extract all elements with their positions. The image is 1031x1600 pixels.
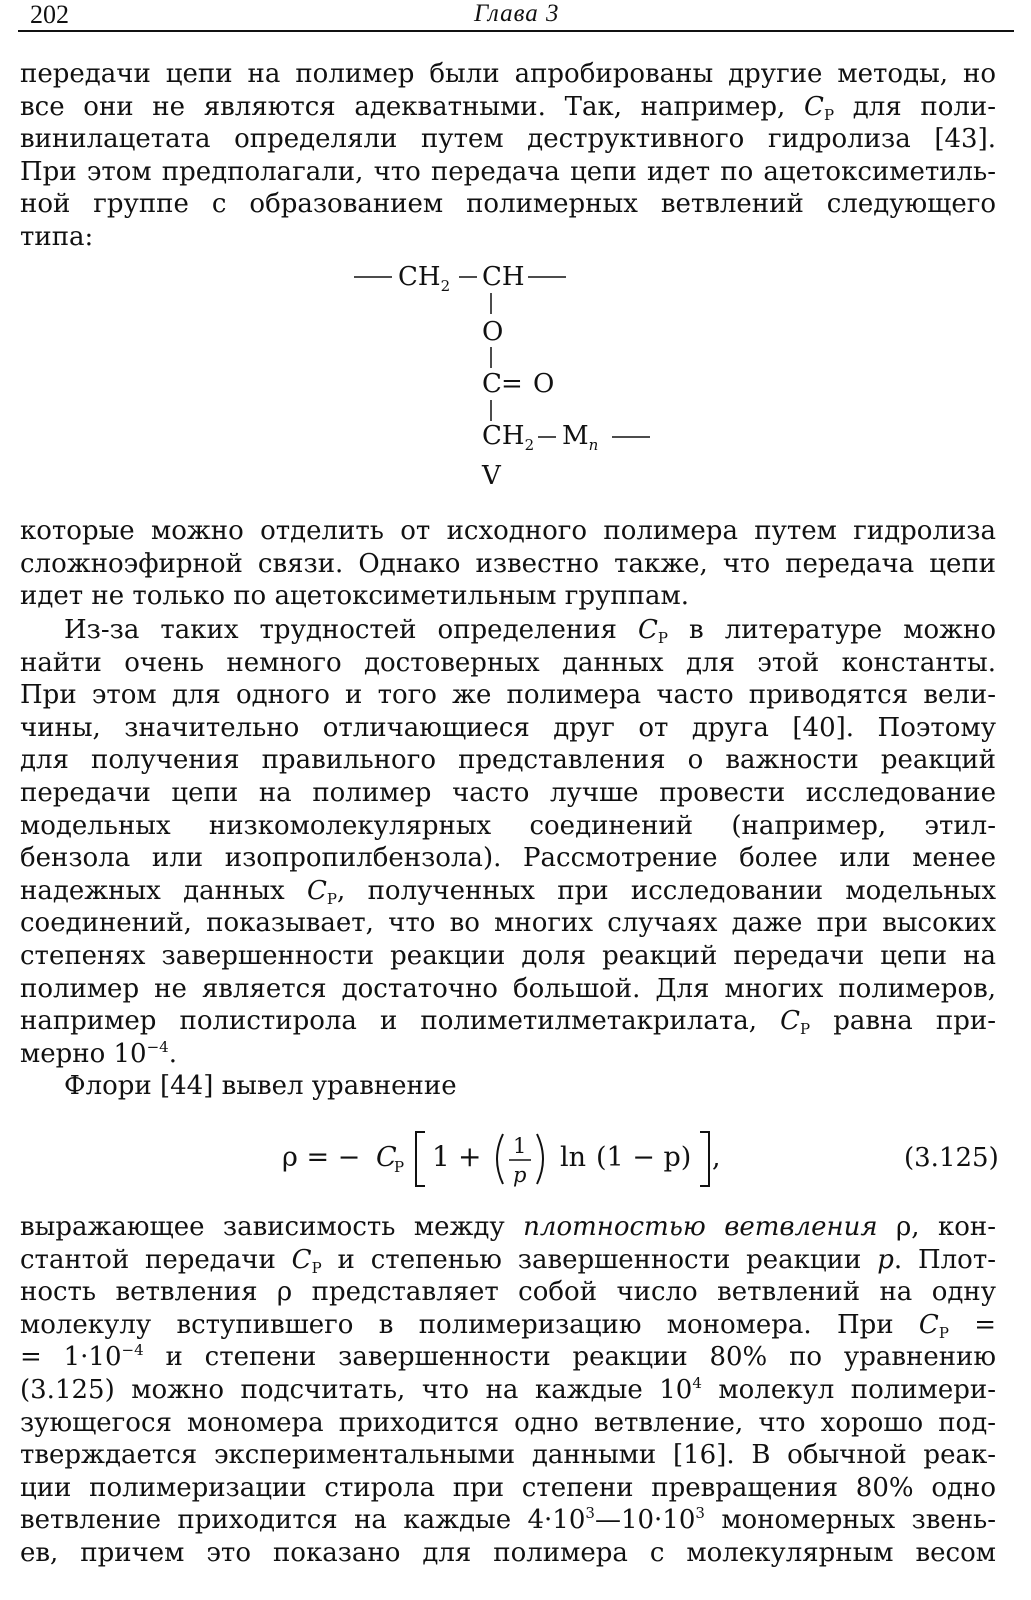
text-line: мерно $10^{-4}$.: [20, 1037, 177, 1069]
equation-numerator: 1: [513, 1134, 527, 1158]
paragraph-2: [20, 515, 996, 613]
text-line: идет не только по ацетоксиметильным группам.: [20, 581, 689, 612]
text-line: бензола или изопропилбензола). Рассмотрение более или менее: [20, 843, 996, 874]
text-line: которые можно отделить от исходного полимера путем гидролиза: [20, 516, 996, 546]
equation-3-125: [0, 1120, 1031, 1200]
polymer-chain-m: $M_n$: [562, 421, 599, 454]
equation-number: (3.125): [904, 1143, 999, 1173]
text-line: ность ветвления ρ представляет собой число ветвлений на одну: [20, 1277, 996, 1308]
equation-plus: +: [458, 1140, 482, 1173]
text-line: степенях завершенности реакции доля реакций передачи цепи на: [20, 940, 996, 971]
paragraph-3: [20, 614, 996, 1070]
structure-label: V: [482, 461, 501, 491]
paragraph-4: [20, 1070, 996, 1103]
page-header: [18, 0, 1014, 32]
text-line: тверждается экспериментальными данными [16]. В обычной реак-: [20, 1440, 996, 1471]
text-line: сложноэфирной связи. Однако известно также, что передача цепи: [20, 548, 996, 579]
equation-c: C: [376, 1142, 397, 1173]
paragraph-1: [20, 58, 996, 254]
page-number: 202: [30, 0, 69, 29]
text-line: например полистирола и полиметилметакрилата, $C_P$ равна при-: [20, 1006, 996, 1038]
equation-comma: ,: [712, 1142, 721, 1173]
carbonyl-oxygen: O: [533, 369, 555, 399]
text-line: найти очень немного достоверных данных для этой константы.: [20, 647, 996, 678]
running-title: Глава 3: [474, 0, 560, 27]
text-line: ев, причем это показано для полимера с молекулярным весом: [20, 1537, 996, 1568]
equation-lhs: ρ = −: [282, 1142, 361, 1173]
text-line: типа:: [20, 221, 94, 252]
text-line: При этом для одного и того же полимера часто приводятся вели-: [20, 680, 996, 711]
text-line: винилацетата определяли путем деструктивного гидролиза [43].: [20, 124, 996, 155]
text-line: передачи цепи на полимер часто лучше провести исследование: [20, 777, 996, 808]
text-line: соединений, показывает, что во многих случаях даже при высоких: [20, 908, 996, 939]
text-line: Из-за таких трудностей определения $C_P$ в литературе можно: [64, 615, 996, 647]
text-line: молекулу вступившего в полимеризацию мономера. При $C_P$ =: [20, 1309, 996, 1342]
text-line: передачи цепи на полимер были апробированы другие методы, но: [20, 59, 996, 89]
equation-graphic: [0, 1120, 1031, 1200]
methylene-group: $CH_2$: [482, 421, 535, 454]
text-line: (3.125) можно подсчитать, что на каждые $10^4$ молекул полимери-: [20, 1373, 996, 1405]
text-line: ции полимеризации стирола при степени превращения 80% одно: [20, 1472, 996, 1503]
text-line: выражающее зависимость между плотностью ветвления ρ, кон-: [20, 1212, 996, 1242]
backbone-ch: CH: [482, 262, 525, 292]
text-line: зующегося мономера приходится одно ветвление, что хорошо под-: [20, 1407, 996, 1438]
text-line: полимер не является достаточно большой. Для многих полимеров,: [20, 973, 996, 1004]
text-line: надежных данных $C_P$, полученных при исследовании модельных: [20, 875, 996, 908]
text-line: для получения правильного представления о важности реакций: [20, 745, 996, 776]
backbone-ch2: $CH_2$: [398, 262, 451, 295]
text-line: ветвление приходится на каждые $4\cdot 10^3—10\cdot 10^3$ мономерных звень-: [20, 1504, 996, 1536]
text-line: все они не являются адекватными. Так, например, $C_P$ для поли-: [20, 91, 996, 124]
paragraph-5: [20, 1211, 996, 1570]
equation-argument: (1 − p): [596, 1142, 692, 1173]
equation-ln: ln: [560, 1142, 587, 1173]
equation-c-sub: P: [394, 1158, 405, 1176]
equation-one: 1: [432, 1140, 450, 1173]
text-line: = $1\cdot 10^{-4}$ и степени завершенности реакции 80% по уравнению: [20, 1341, 996, 1373]
carbonyl-carbon: C: [482, 369, 502, 399]
text-line: чины, значительно отличающиеся друг от друга [40]. Поэтому: [20, 712, 996, 743]
ester-oxygen: O: [482, 317, 504, 347]
text-line: ной группе с образованием полимерных ветвлений следующего: [20, 189, 996, 220]
text-line: Флори [44] вывел уравнение: [64, 1071, 457, 1101]
carbonyl-double-bond: =: [501, 369, 523, 399]
equation-denominator: p: [513, 1163, 527, 1187]
text-line: При этом предполагали, что передача цепи идет по ацетоксиметиль-: [20, 156, 996, 187]
text-line: стантой передачи $C_P$ и степенью завершенности реакции p. Плот-: [20, 1244, 996, 1277]
text-line: модельных низкомолекулярных соединений (например, этил-: [20, 810, 996, 841]
